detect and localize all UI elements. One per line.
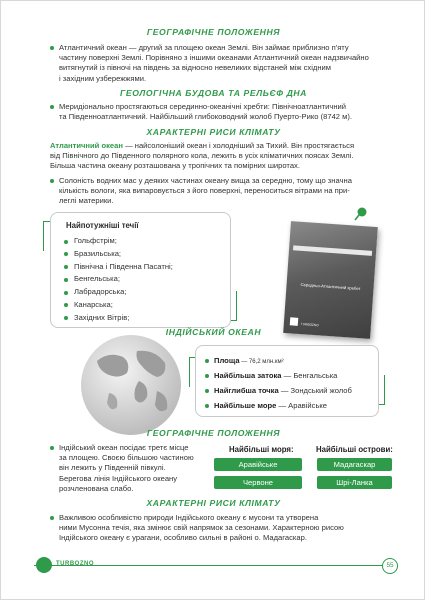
sea-badge: Червоне [214,476,302,489]
currents-box [50,212,231,328]
ridge-photo [283,221,378,339]
section-title-indian-ocean: ІНДІЙСЬКИЙ ОКЕАН [165,327,262,337]
indian-climate-text: Важливою особливістю природи Індійського океану є мусони та утворена ними Мусонна течія, яка змінює свій напрямок за сезонами. Характерною рисою Індійського океану є урагани, особливо сильні в районі о. Мадагаскар. [59,513,399,544]
list-item: Лабрадорська; [64,286,173,299]
bullet-icon [50,179,54,183]
fact-area: Площа — 76,2 млн.км² [214,356,284,365]
bullet-icon [64,240,68,244]
fact-largest-sea: Найбільше море — Аравійське [214,401,327,410]
bullet-icon [64,278,68,282]
indian-position-text: Індійський океан посідає третє місце за площею. Своєю більшою частиною він лежить у Південній півкулі. Берегова лінія Індійського океану розчленована слабо. [59,443,219,494]
bullet-icon [64,291,68,295]
photo-band [293,245,372,255]
fact-bay: Найбільша затока — Бенгальська [214,371,337,380]
bullet-icon [64,303,68,307]
island-badge: Шрі-Ланка [317,476,392,489]
qr-icon [290,317,299,326]
currents-list [64,235,173,325]
atlantic-position-text: Атлантичний океан — другий за площею океан Землі. Він займає приблизно п'яту частину поверхні Землі. Порівняно з іншими океанами Атлантичний океан надзвичайно витягнутий із півночі на південь за відносно невеликих відстаней між східним і західним узбережжями. [59,43,399,84]
largest-islands-title: Найбільші острови: [316,445,393,454]
brand-logo-icon [36,557,52,573]
atlantic-ocean-highlight: Атлантичний океан [50,141,123,150]
geology-text: Меридіонально простягаються серединно-океанічні хребти: Північноатлантичний та Південноатлантичний. Найбільший глибоководний жолоб Пуерто-Рико (8742 м). [59,102,399,122]
section-title-geology: ГЕОЛОГІЧНА БУДОВА ТА РЕЛЬЄФ ДНА [119,88,307,98]
bullet-icon [205,359,209,363]
bullet-icon [64,252,68,256]
photo-caption: Середньо-Атлантичний хребет [300,281,361,292]
list-item: Канарська; [64,299,173,312]
list-item: Західних Вітрів; [64,312,173,325]
list-item: Бразильська; [64,248,173,261]
section-title-climate: ХАРАКТЕРНІ РИСИ КЛІМАТУ [146,127,281,137]
bullet-icon [50,105,54,109]
bullet-icon [50,46,54,50]
bullet-icon [205,389,209,393]
sea-badge: Аравійське [214,458,302,471]
fact-deepest-point: Найглибша точка — Зондський жолоб [214,386,352,395]
bullet-icon [50,446,54,450]
pushpin-icon [353,206,369,222]
list-item: Гольфстрім; [64,235,173,248]
section-title-geographic-position: ГЕОГРАФІЧНЕ ПОЛОЖЕННЯ [146,27,281,37]
section-title-geographic-position-2: ГЕОГРАФІЧНЕ ПОЛОЖЕННЯ [146,428,281,438]
currents-title: Найпотужніші течії [66,221,139,230]
bullet-icon [205,374,209,378]
list-item: Бенгельська; [64,273,173,286]
bullet-icon [64,265,68,269]
list-item: Північна і Південна Пасатні; [64,261,173,274]
bullet-icon [64,316,68,320]
island-badge: Мадагаскар [317,458,392,471]
globe-icon [79,333,183,437]
salinity-text: Солоність водних мас у деяких частинах океану вища за середню, тому що значна кількість вологи, яка випаровується з його поверхні, переноситься вітрами на при- леглі материки. [59,176,399,207]
page-number: 55 [382,558,398,574]
section-title-climate-2: ХАРАКТЕРНІ РИСИ КЛІМАТУ [146,498,281,508]
bullet-icon [205,404,209,408]
bullet-icon [50,516,54,520]
photo-brand: TURBOZNO [300,322,319,328]
indian-ocean-facts [195,345,379,417]
footer-brand: TURBOZNO [56,561,94,567]
atlantic-climate-paragraph: Атлантичний океан — найсолоніший океан і холодніший за Тихий. Він простягається від Північного до Південного полярного кола, лежить в усіх кліматичних поясах Землі. Більша частина океану розташована у тропічних та помірних широтах. [50,141,355,171]
largest-seas-title: Найбільші моря: [229,445,294,454]
